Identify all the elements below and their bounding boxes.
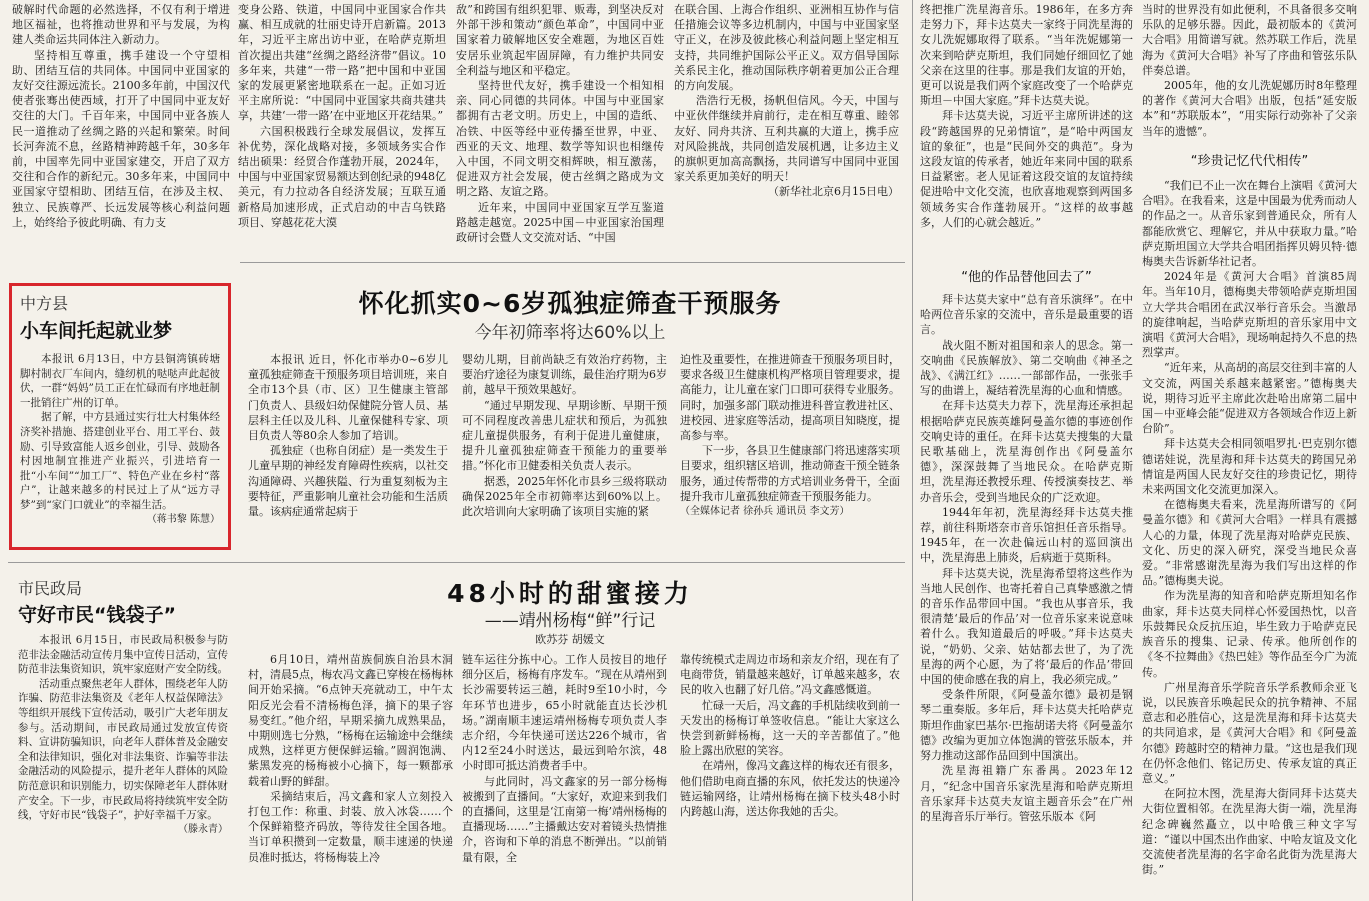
story4-byline: 欧苏芬 胡媛文: [535, 633, 605, 646]
top-article-column-2: [238, 2, 446, 252]
paragraph: 链车运往分拣中心。工作人员按目的地仔细分区后，杨梅有序发车。“现在从靖州到长沙需要转运三趟，耗时9至10小时，今年环节也进步，65小时就能直达长沙机场。”湖南顺丰速运靖州杨梅专项负责人李志介绍，今年快递可送达226个城市，省内12至24小时送达，最远到哈尔滨，48小时即可抵达消费者手中。: [462, 653, 667, 773]
paragraph: 拜卡达莫夫家中“总有音乐演绎”。在中哈两位音乐家的交流中，音乐是最重要的语言。: [920, 293, 1133, 337]
story1-headline: 小车间托起就业梦: [20, 320, 173, 342]
paragraph: 拜卡达莫夫说，习近平主席所讲述的这段“跨越国界的兄弟情谊”，是“哈中两国友谊的象征”，也是“民间外交的典范”。身为这段友谊的传承者，她近年来同中国的联系日益紧密。老人见证着这段交谊的友谊持续促进哈中文化交流，也欣喜地观察到两国多领域务实合作蓬勃展开。“这样的故事越多，人们的心就会越近。”: [920, 109, 1133, 229]
paragraph: 据悉，2025年怀化市县乡三级将联动确保2025年全市初筛率达到60%以上。此次培训向大家明确了该项目实施的紧: [462, 474, 667, 519]
dateline: （新华社北京6月15日电）: [768, 185, 899, 199]
top-article-column-4: [674, 2, 899, 252]
column-5-subheading: “他的作品替他回去了”: [961, 270, 1092, 285]
paragraph: 作为洗星海的知音和哈萨克斯坦知名作曲家，拜卡达莫夫同样心怀爱国热忱，以音乐鼓舞民众反抗压迫，毕生致力于哈萨克民族音乐的搜集、记录、传承。他所创作的《冬不拉舞曲》《热巴娃》等作品至今广为流传。: [1142, 589, 1357, 679]
story1-body: [20, 352, 220, 542]
right-column-6-top: [1142, 2, 1357, 138]
paragraph: 在拜卡达莫夫力荐下，洗星海还承担起根据哈萨克民族英雄阿曼盖尔德的事迹创作交响史诗的重任。在拜卡达莫夫搜集的大量民歌基础上，洗星海创作出《阿曼盖尔德》，深深鼓舞了当地民众。在哈萨克斯坦，洗星海还教授乐理、传授演奏技艺、举办音乐会，受到当地民众的广泛欢迎。: [920, 399, 1133, 504]
paragraph: 与此同时，冯文鑫家的另一部分杨梅被搬到了直播间。“大家好，欢迎来到我们的直播间，这里是‘江南第一梅’靖州杨梅的直播现场……”主播戴达安对着镜头热情推介，咨询和下单的消息不断弹出。“以前销量有限，全: [462, 774, 667, 864]
paragraph: 受条件所限，《阿曼盖尔德》最初是钢琴二重奏版。多年后，拜卡达莫夫托哈萨克斯坦作曲家巴基尔·巴拖胡诺夫将《阿曼盖尔德》改编为更加立体饱满的管弦乐版本，并努力推动这部作品回到中国演出。: [920, 688, 1133, 763]
paragraph: 在联合国、上海合作组织、亚洲相互协作与信任措施会议等多边机制内，中国与中亚国家坚守正义，在涉及彼此核心利益问题上坚定相互支持，共同维护国际公平正义。双方倡导国际关系民主化，推动国际秩序朝着更加公正合理的方向发展。: [674, 3, 899, 93]
paragraph: 迫性及重要性，在推进筛查干预服务项目时，要求各级卫生健康机构严格项目管理要求，提高能力，让儿童在家门口即可获得专业服务。同时，加强多部门联动推进科普宣教进社区、进校园、进家庭等活动，提高项目知晓度，提高参与率。: [680, 353, 900, 443]
paragraph: 下一步，各县卫生健康部门将迅速落实项目要求，组织辖区培训，推动筛查干预全链条服务，通过传帮带的方式培训业务骨干，全面提升我市儿童孤独症筛查干预服务能力。: [680, 444, 900, 503]
top-divider-line: [240, 262, 905, 263]
paragraph: 洗星海祖籍广东番禺。2023年12月，“纪念中国音乐家洗星海和哈萨克斯坦音乐家拜卡达莫夫友谊主题音乐会”在广州的星海音乐厅举行。管弦乐版本《阿: [920, 764, 1133, 823]
story1-byline: （蒋书黎 陈慧）: [146, 513, 220, 525]
paragraph: 采摘结束后，冯文鑫和家人立刻投入打包工作：称重、封装、放入冰袋……个个保鲜箱整齐码放，等待发往全国各地。当订单积攒到一定数量，顺丰速递的快递员准时抵达，将杨梅装上冷: [248, 789, 453, 864]
right-section-divider: [912, 0, 913, 901]
paragraph: 六国积极践行全球发展倡议，发挥互补优势，深化战略对接，多领域务实合作结出硕果：经贸合作蓬勃开展，2024年，中国与中亚国家贸易额达到创纪录的948亿美元，有力拉动各自经济发展；互联互通新格局加速形成，正式启动的中吉乌铁路项目、穿越花花大漠: [238, 124, 446, 229]
paragraph: 坚持世代友好，携手建设一个相知相亲、同心同德的共同体。中国与中亚国家都拥有古老文明。历史上，中国的造纸、冶铁、中医等经中亚传播至世界，中亚、西亚的天文、地理、数学等知识也相继传入中国，不同文明交相辉映，相互激荡，促进双方社会发展，使古丝绸之路成为文明之路、友谊之路。: [456, 79, 664, 199]
column-6-subheading: “珍贵记忆代代相传”: [1190, 154, 1309, 169]
paragraph: “近年来，从高胡的高层交往到丰富的人文交流，两国关系越来越紧密。”德梅奥夫说，期待习近平主席此次赴哈出席第二届中国－中亚峰会能“促进双方各领域合作迈上新台阶”。: [1142, 361, 1357, 436]
top-article-column-1: [12, 2, 230, 252]
story3-byline: （滕永青）: [178, 823, 228, 835]
paragraph: 近年来，中国同中亚国家互学互鉴道路越走越宽。2025中国－中亚国家治国理政研讨会暨人文交流对话、“中国: [456, 200, 664, 245]
story4-column-1: [248, 652, 453, 897]
right-column-5-body: [920, 292, 1133, 897]
paragraph: 变身公路、铁道，中国同中亚国家合作共赢、相互成就的壮丽史诗开启新篇。2013年，习近平主席出访中亚，在哈萨克斯坦首次提出共建“丝绸之路经济带”倡议。10多年来，共建“一带一路”把中国和中亚国家的发展更紧密地联系在一起。正如习近平主席所说：“中国同中亚国家共商共建共享，共建‘一带一路’在中亚地区开花结果。”: [238, 3, 446, 123]
paragraph: 2005年，他的女儿洗妮娜历时8年整理的著作《黄河大合唱》出版，包括“延安版本”和“苏联版本”，“用实际行动弥补了父亲当年的遗憾”。: [1142, 79, 1357, 138]
paragraph: 忙碌一天后，冯文鑫的手机陆续收到前一天发出的杨梅订单签收信息。“能让大家这么快尝到新鲜杨梅，这一天的辛苦都值了。”他脸上露出欣慰的笑容。: [680, 698, 900, 758]
paragraph: 战火阻不断对祖国和亲人的思念。第一交响曲《民族解放》、第二交响曲《神圣之战》、《满江红》……一部部作品，一张张手写的曲谱上，凝结着洗星海的心血和情感。: [920, 338, 1133, 398]
paragraph: 终把推广洗星海音乐。1986年，在多方奔走努力下，拜卡达莫夫一家终于同洗星海的女儿洗妮娜取得了联系。“当年洗妮娜第一次来到哈萨克斯坦，我们同她仔细回忆了她父亲在这里的往事。那是我们友谊的开始，更可以说是我们两个家庭改变了一个哈萨克斯坦－中国大家庭。”拜卡达莫夫说。: [920, 3, 1133, 108]
paragraph: 婴幼儿期，目前尚缺乏有效治疗药物，主要治疗途径为康复训练，最佳治疗期为6岁前，越早干预效果越好。: [462, 353, 667, 397]
story1-kicker: 中方县: [20, 294, 69, 313]
paragraph: 在靖州，像冯文鑫这样的梅农还有很多，他们借助电商直播的东风，依托发达的快递冷链运输网络，让靖州杨梅在摘下枝头48小时内跨越山海，送达你我她的舌尖。: [680, 759, 900, 819]
story3-body: [18, 633, 228, 897]
paragraph: 浩浩行无极，扬帆但信风。今天，中国与中亚伙伴继续并肩前行，走在相互尊重、睦邻友好、同舟共济、互利共赢的大道上，携手应对风险挑战，共同创造发展机遇，让多边主义的旗帜更加高高飘扬，共同谱写中国同中亚国家关系更加美好的明天！: [674, 94, 899, 184]
top-article-column-3: [456, 2, 664, 252]
story2-headline: 怀化抓实0~6岁孤独症筛查干预服务: [358, 289, 782, 318]
story3-kicker: 市民政局: [18, 579, 83, 598]
story4-subheadline: ——靖州杨梅“鲜”行记: [484, 611, 656, 631]
story4-column-3: [680, 652, 900, 897]
paragraph: 据了解，中方县通过实行壮大村集体经济奖补措施、搭建创业平台、用工平台、鼓励、引导致富能人返乡创业，引导、鼓励各村因地制宜推进产业振兴，引进培育一批“小车间”“加工厂”、特色产业在乡村“落户”，让越来越多的村民过上了从“远方寻梦”到“家门口就业”的幸福生活。: [20, 411, 220, 511]
paragraph: 在阿拉木图，洗星海大街同拜卡达莫夫大街位置相邻。在洗星海大街一端，洗星海纪念碑巍然矗立，以中哈俄三种文字写道：“谨以中国杰出作曲家、中哈友谊及文化交流使者洗星海的名字命名此街为洗星海大街。”: [1142, 787, 1357, 877]
paragraph: 活动重点聚焦老年人群体，围绕老年人防诈骗、防范非法集资及《老年人权益保障法》等组织开展线下宣传活动，吸引广大老年朋友参与。活动期间，市民政局通过发放宣传资料、宣讲防骗知识，向老年人群体普及金融安全和法律知识，强化对非法集资、诈骗等非法金融活动的风险提示，提升老年人群体的风险防范意识和识别能力，切实保障老年人群体财产安全。下一步，市民政局将持续筑牢安全防线，守好市民“钱袋子”，护好幸福千万家。: [18, 677, 228, 822]
paragraph: 1944年年初，洗星海经拜卡达莫夫推荐，前往科斯塔奈市音乐馆担任音乐指导。1945年，在一次赴偏远山村的巡回演出中，洗星海患上肺炎，后病逝于莫斯科。: [920, 505, 1133, 565]
mid-divider-line: [8, 562, 905, 563]
story2-column-1: [248, 352, 448, 552]
paragraph: 敌”和跨国有组织犯罪、贩毒，到坚决反对外部干涉和策动“颜色革命”，中国同中亚国家着力破解地区安全难题，为地区百姓安居乐业筑起牢固屏障，有力维护共同安全利益与地区和平稳定。: [456, 3, 664, 77]
story2-byline: （全媒体记者 徐孙兵 通讯员 李文芳）: [680, 506, 850, 518]
paragraph: 孤独症（也称自闭症）是一类发生于儿童早期的神经发育障碍性疾病，以社交沟通障碍、兴趣狭隘、行为重复刻板为主要特征，严重影响儿童社会功能和生活质量。该病症通常起病于: [248, 444, 448, 519]
highlighted-article-box[interactable]: [9, 283, 231, 550]
paragraph: 在德梅奥夫看来，洗星海所谱写的《阿曼盖尔德》和《黄河大合唱》一样具有震撼人心的力量，体现了洗星海对哈萨克民族、文化、历史的深入研究，深受当地民众喜爱。“非常感谢洗星海为我们写出这样的作品。”德梅奥夫说。: [1142, 498, 1357, 588]
paragraph: 本报讯 6月13日，中方县铜湾镇砖塘脚村制衣厂车间内，缝纫机的哒哒声此起彼伏，一群“妈妈”员工正在忙碌而有序地赶制一批销往广州的订单。: [20, 353, 220, 409]
paragraph: 坚持相互尊重，携手建设一个守望相助、团结互信的共同体。中国同中亚国家的友好交往源远流长。2100多年前，中国汉代使者张骞出使西域，打开了中国同中亚友好交往的大门。千百年来，中国同中亚各族人民一道推动了丝绸之路的兴起和繁荣。时间长河奔流不息，丝路精神跨越千年，30多年前，中国率先同中亚国家建交，开启了双方交往和合作的新纪元。30多年来，中国同中亚国家守望相助、团结互信，在涉及主权、独立、民族尊严、长远发展等核心利益问题上，始终给予彼此明确、有力支: [12, 48, 230, 229]
paragraph: 当时的世界没有如此便利，不具备很多交响乐队的足够乐器。因此，最初版本的《黄河大合唱》用简谱写就。然苏联工作后，洗星海为《黄河大合唱》补写了序曲和管弦乐队伴奏总谱。: [1142, 3, 1357, 77]
paragraph: “通过早期发现、早期诊断、早期干预可不同程度改善患儿症状和预后，为孤独症儿童提供服务，有利于促进儿童健康，提升儿童孤独症筛查干预能力的重要举措。”怀化市卫健委相关负责人表示。: [462, 398, 667, 473]
story4-headline: 48小时的甜蜜接力: [447, 579, 693, 608]
paragraph: 本报讯 近日，怀化市举办0~6岁儿童孤独症筛查干预服务项目培训班，来自全市13个县（市、区）卫生健康主管部门负责人、县级妇幼保健院分管人员、基层科主任以及儿科、儿童保健科专家、项目负责人等80余人参加了培训。: [248, 353, 448, 443]
story2-column-3: [680, 352, 900, 552]
paragraph: 靠传统模式走周边市场和亲友介绍，现在有了电商带货，销量越来越好，订单越来越多，农民的收入也翻了好几倍。”冯文鑫感慨道。: [680, 653, 900, 697]
story4-column-2: [462, 652, 667, 897]
paragraph: 2024年是《黄河大合唱》首演85周年。当年10月，德梅奥夫带领哈萨克斯坦国立大学共合唱团在武汉举行音乐会。当激昂的旋律响起，当哈萨克斯坦的音乐家用中文演唱《黄河大合唱》，现场响起持久不息的热烈掌声。: [1142, 270, 1357, 360]
story3-headline: 守好市民“钱袋子”: [18, 604, 176, 626]
paragraph: 破解时代命题的必然选择，不仅有利于增进地区福祉，也将推动世界和平与发展，为构建人类命运共同体注入新动力。: [12, 3, 230, 47]
paragraph: 广州星海音乐学院音乐学系教师余亚飞说，以民族音乐唤起民众的抗争精神、不屈意志和必胜信心，这是洗星海和拜卡达莫夫的共同追求，是《黄河大合唱》和《阿曼盖尔德》跨越时空的精神力量。“这也是我们现在仍怀念他们、铭记历史、传承友谊的真正意义。”: [1142, 680, 1357, 785]
story2-column-2: [462, 352, 667, 552]
paragraph: 拜卡达莫夫会相同领唱罗扎·巴克别尔德德诺娃说，洗星海和拜卡达莫夫的跨国兄弟情谊是两国人民友好交往的珍贵记忆，期待未来两国文化交流更加深入。: [1142, 437, 1357, 497]
right-column-6-body: [1142, 178, 1357, 897]
paragraph: 拜卡达莫夫说，洗星海希望将这些作为当地人民创作、也寄托着自己真挚感激之情的音乐作品带回中国。“我也从事音乐，我很清楚‘最后的作品’对一位音乐家来说意味着什么。我知道最后的呼吸。”拜卡达莫夫说，“奶奶、父亲、姑姑都去世了，为了洗星海的两个心愿，为了将‘最后的作品’带回中国的使命感在我的肩上，我必须完成。”: [920, 566, 1133, 687]
right-column-5-top: [920, 2, 1133, 252]
story2-subheadline: 今年初筛率将达60%以上: [474, 323, 666, 343]
paragraph: 6月10日，靖州苗族侗族自治县木洞村，清晨5点，梅农冯文鑫已穿梭在杨梅林间开始采摘。“6点钟天亮就动工，中午太阳反光会看不清杨梅色泽，摘下的果子容易变红。”他介绍，早期采摘九成熟果品，中期则选七分熟，“杨梅在运输途中会继续成熟，这样更方便保鲜运输。”圆润饱满、紫黑发亮的杨梅被小心摘下，每一颗都承载着山野的鲜甜。: [248, 653, 453, 788]
paragraph: 本报讯 6月15日，市民政局积极参与防范非法金融活动宣传月集中宣传日活动，宣传防范非法集资知识，筑牢家庭财产安全防线。: [18, 634, 228, 676]
paragraph: “我们已不止一次在舞台上演唱《黄河大合唱》。在我看来，这是中国最为优秀而动人的作品之一。从音乐家到普通民众，所有人都能欣赏它、理解它，并从中获取力量。”哈萨克斯坦国立大学共合唱团指挥贝姆贝特·德梅奥夫告诉新华社记者。: [1142, 179, 1357, 269]
